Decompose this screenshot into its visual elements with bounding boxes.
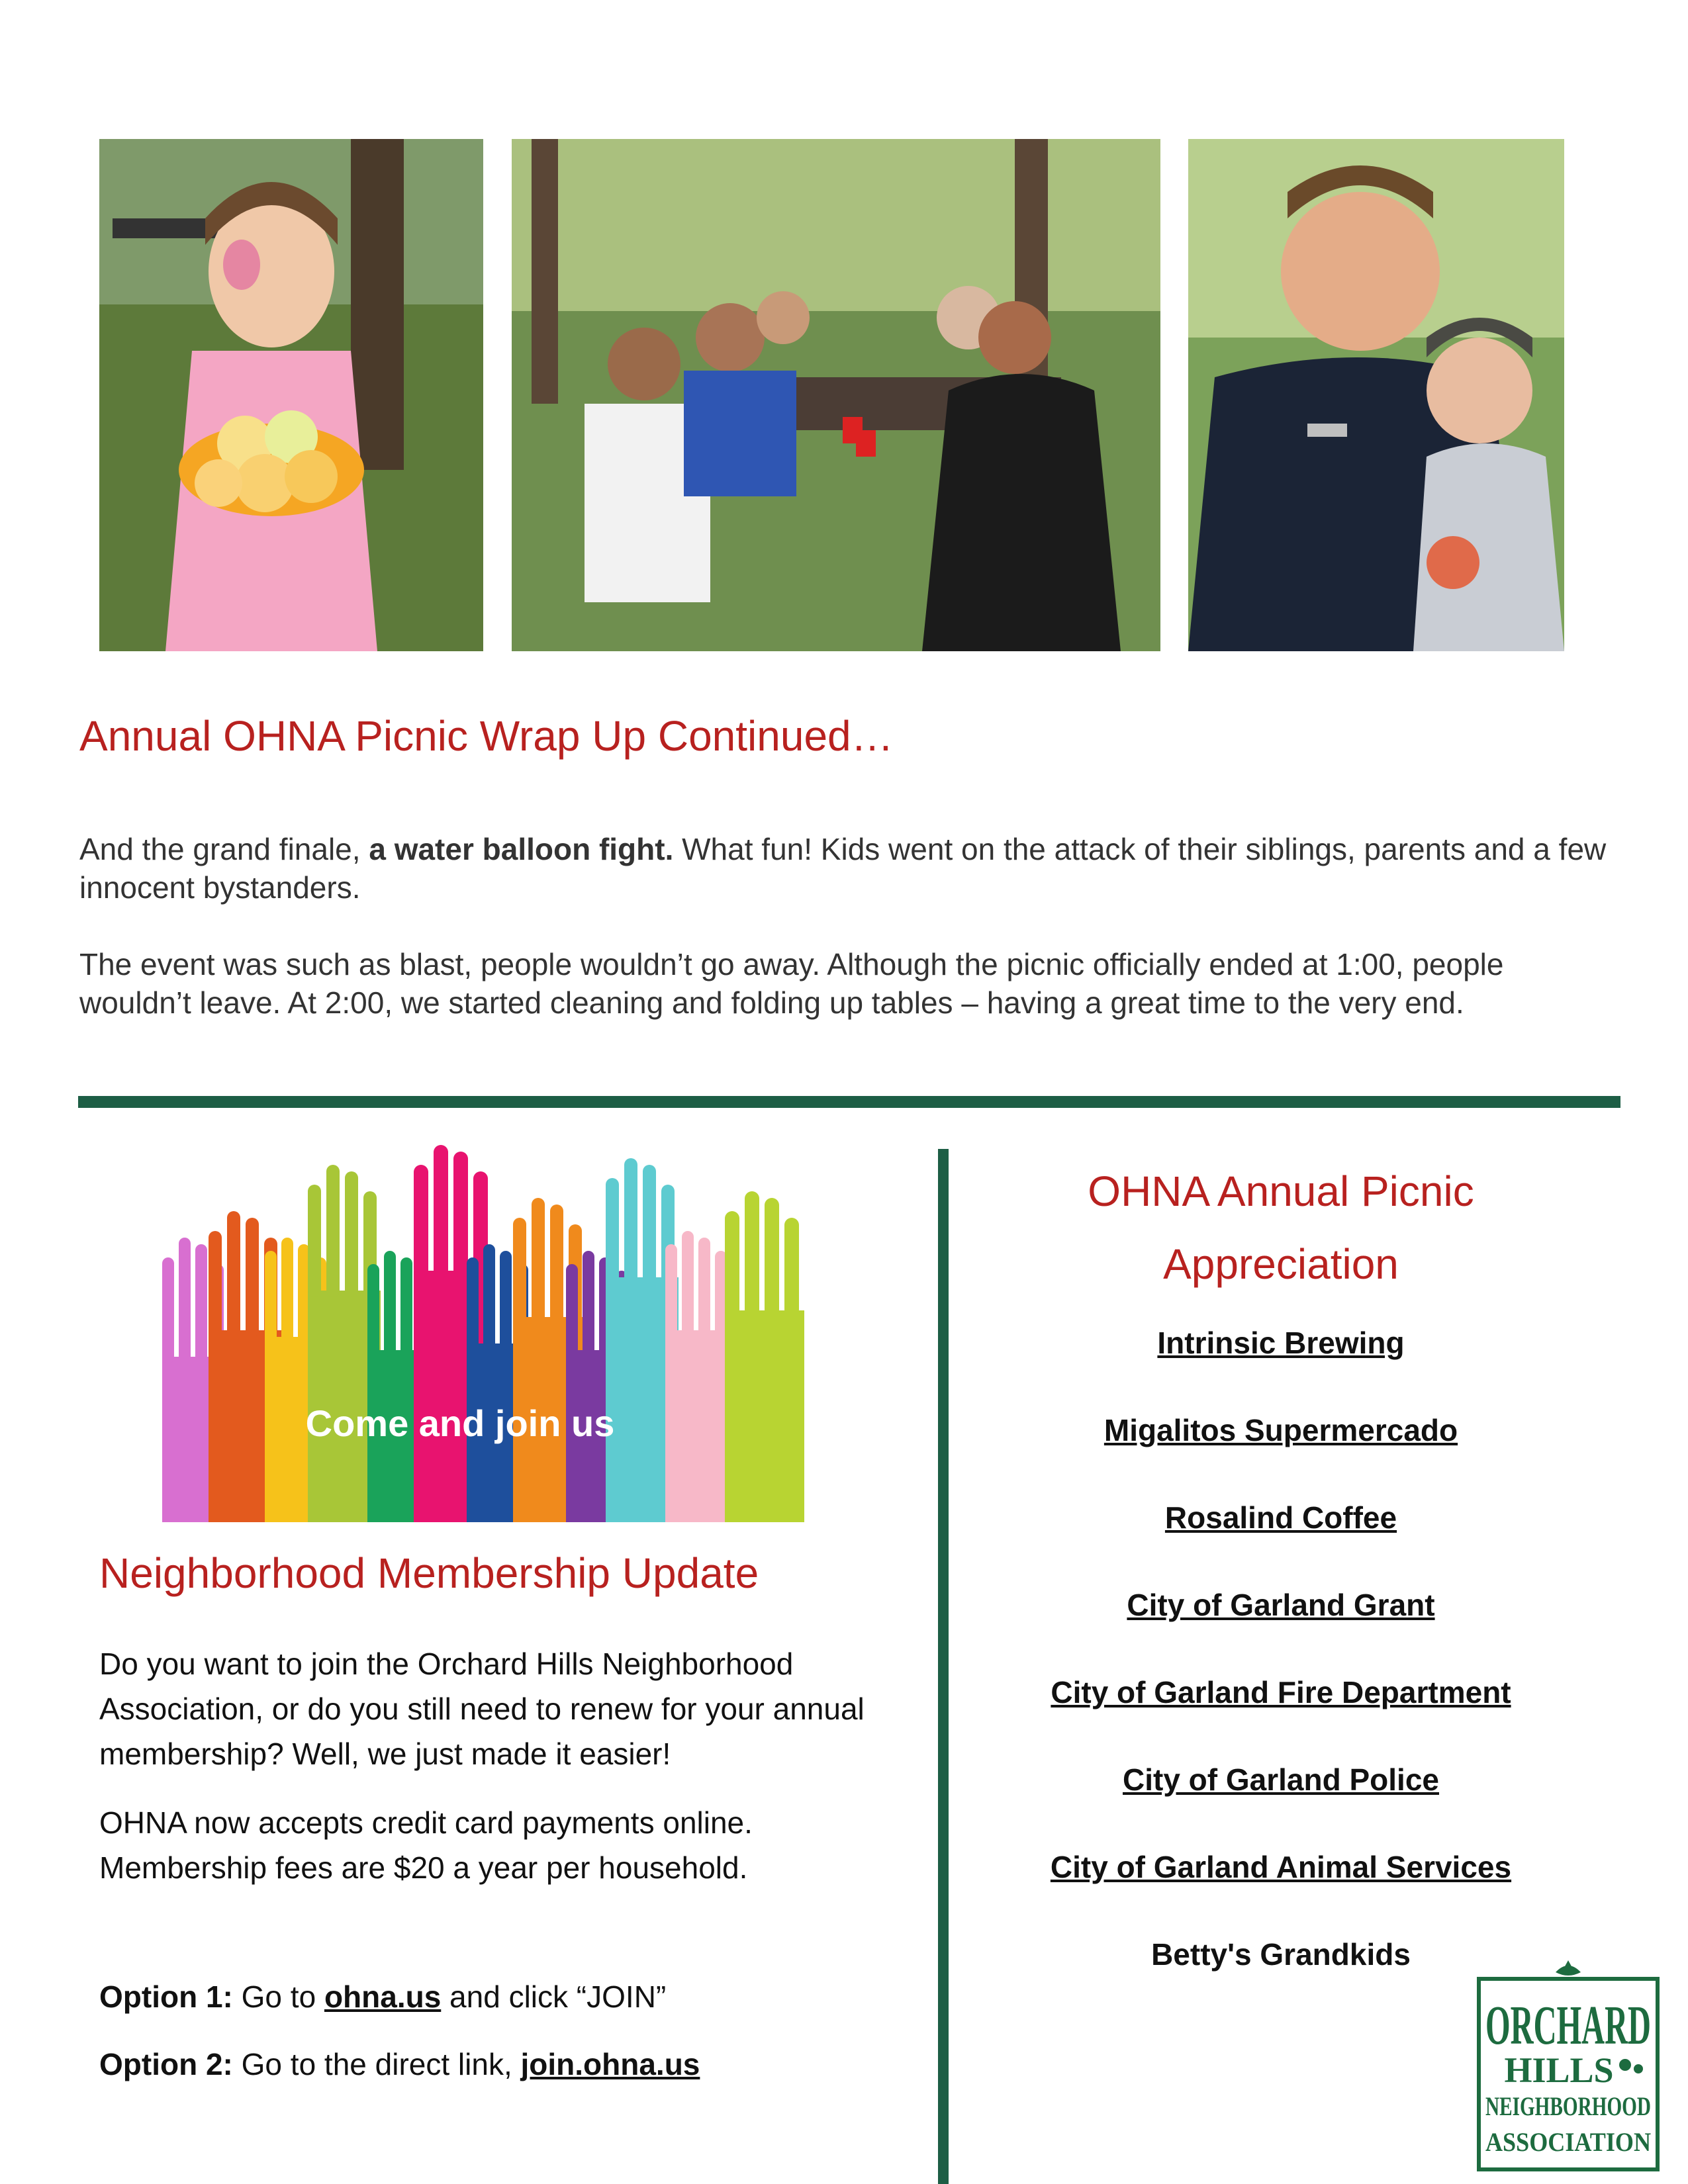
appreciation-title-line-1: OHNA Annual Picnic [1088, 1167, 1474, 1215]
option-1-text-end: and click “JOIN” [441, 1979, 667, 2014]
girl-with-water-balloons-photo [99, 139, 483, 651]
appreciation-title [966, 1155, 1595, 1300]
sponsor-rosalind-coffee[interactable]: Rosalind Coffee [1164, 1500, 1397, 1535]
join-ohna-us-link[interactable]: join.ohna.us [520, 2047, 700, 2081]
sponsor-bettys-grandkids: Betty's Grandkids [1151, 1937, 1411, 1972]
ohna-us-link[interactable]: ohna.us [324, 1979, 442, 2014]
sponsor-garland-fire-department[interactable]: City of Garland Fire Department [1051, 1675, 1511, 1709]
wrap-up-paragraph-1 [79, 830, 1622, 907]
come-and-join-us-text: Come and join us [305, 1402, 615, 1444]
logo-association: ASSOCIATION [1485, 2127, 1652, 2157]
wrap-up-paragraph-2: The event was such as blast, people wouldn’t go away. Although the picnic officially ended at 1:00, people wouldn’t leave. At 2:00, we started cleaning and folding up tables – having a great time to the very end. [79, 947, 1504, 1020]
sponsor-intrinsic-brewing[interactable]: Intrinsic Brewing [1157, 1326, 1405, 1360]
option-2-label: Option 2: [99, 2047, 233, 2081]
sponsor-garland-animal-services[interactable]: City of Garland Animal Services [1050, 1850, 1512, 1884]
sponsor-migalitos-supermercado[interactable]: Migalitos Supermercado [1103, 1413, 1458, 1447]
column-divider-vertical [938, 1149, 949, 2184]
membership-option-2 [99, 2046, 700, 2082]
membership-option-1 [99, 1979, 666, 2015]
picnic-table-group-photo [512, 139, 1160, 651]
logo-hills: HILLS [1504, 2050, 1614, 2090]
sponsor-garland-grant[interactable]: City of Garland Grant [1127, 1588, 1435, 1622]
raised-hands-graphic [142, 1138, 824, 1522]
logo-orchard: ORCHARD [1485, 1995, 1651, 2056]
wrap-up-p1-end: What fun! Kids went on the attack of their siblings, parents and a few innocent bystanders. [79, 832, 1607, 905]
appreciation-title-line-2: Appreciation [1163, 1240, 1399, 1288]
officer-and-resident-photo [1188, 139, 1564, 651]
wrap-up-p1-bold: a water balloon fight. [369, 832, 674, 866]
membership-paragraph-1: Do you want to join the Orchard Hills Neighborhood Association, or do you still need to renew for your annual membership? Well, we just made it easier! [99, 1647, 865, 1771]
option-2-text: Go to the direct link, [232, 2047, 521, 2081]
membership-title: Neighborhood Membership Update [99, 1549, 759, 1597]
wrap-up-title: Annual OHNA Picnic Wrap Up Continued… [79, 712, 894, 760]
membership-paragraph-2: OHNA now accepts credit card payments online. Membership fees are $20 a year per household. [99, 1805, 753, 1885]
option-1-text: Go to [232, 1979, 324, 2014]
wrap-up-p1-start: And the grand finale, [79, 832, 369, 866]
section-divider-horizontal [78, 1096, 1620, 1108]
orchard-hills-logo [1476, 1959, 1660, 2172]
logo-neighborhood: NEIGHBORHOOD [1485, 2091, 1651, 2121]
sponsor-garland-police[interactable]: City of Garland Police [1123, 1762, 1439, 1797]
option-1-label: Option 1: [99, 1979, 233, 2014]
